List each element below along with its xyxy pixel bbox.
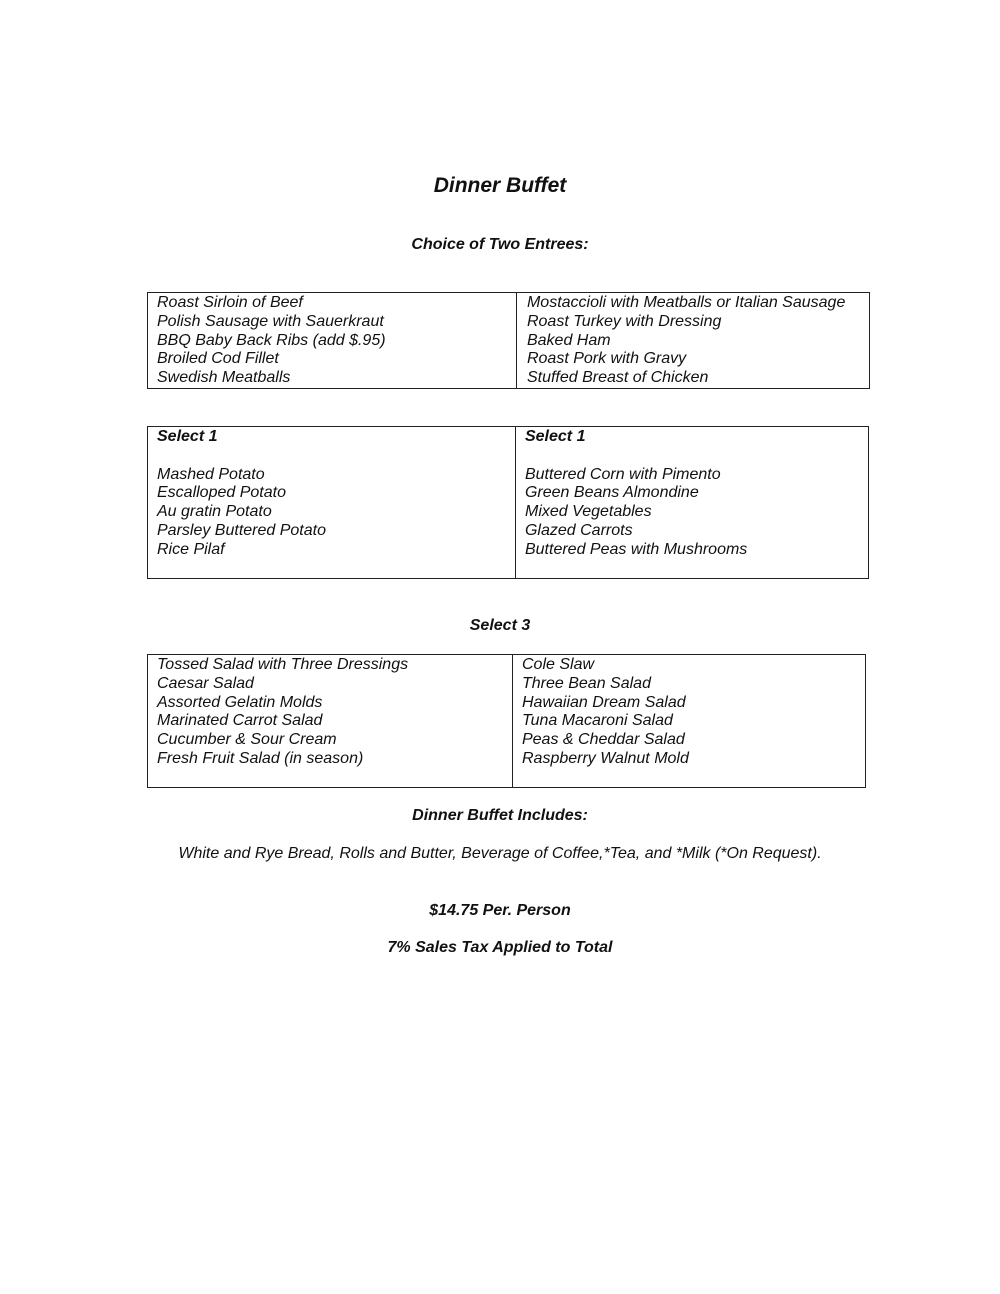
salad-item: Hawaiian Dream Salad [521, 693, 686, 711]
entree-item: BBQ Baby Back Ribs (add $.95) [157, 331, 386, 349]
salad-item: Caesar Salad [157, 674, 254, 692]
salads-right-column [512, 655, 865, 787]
salad-item: Fresh Fruit Salad (in season) [157, 749, 364, 767]
salad-item: Marinated Carrot Salad [157, 712, 323, 730]
entrees-table [147, 292, 870, 389]
entrees-right-column [516, 293, 869, 388]
entree-item: Broiled Cod Fillet [157, 350, 279, 368]
vegetable-item: Glazed Carrots [524, 521, 633, 539]
potato-item: Parsley Buttered Potato [157, 521, 326, 539]
entree-item: Roast Turkey with Dressing [526, 312, 722, 330]
sales-tax-note: 7% Sales Tax Applied to Total [387, 939, 613, 956]
sides-table [147, 426, 869, 579]
entree-item: Roast Pork with Gravy [526, 350, 687, 368]
vegetable-item: Green Beans Almondine [524, 484, 699, 502]
salads-heading: Select 3 [469, 617, 531, 634]
salad-item: Cole Slaw [521, 656, 595, 673]
salad-item: Tossed Salad with Three Dressings [157, 656, 409, 673]
vegetable-item: Buttered Peas with Mushrooms [524, 540, 748, 558]
potato-item: Mashed Potato [157, 465, 265, 483]
salad-item: Raspberry Walnut Mold [521, 749, 689, 767]
salads-table [147, 654, 866, 788]
entree-item: Mostaccioli with Meatballs or Italian Sausage [526, 294, 846, 311]
vegetable-item: Buttered Corn with Pimento [524, 465, 721, 483]
vegetable-column [515, 427, 868, 578]
potato-item: Rice Pilaf [157, 540, 225, 558]
potato-item: Au gratin Potato [157, 503, 272, 521]
page-title: Dinner Buffet [433, 174, 567, 197]
salad-item: Peas & Cheddar Salad [521, 731, 685, 749]
salads-left-column [148, 655, 512, 787]
entrees-left-column [148, 293, 516, 388]
salad-item: Tuna Macaroni Salad [521, 712, 673, 730]
entrees-heading: Choice of Two Entrees: [411, 236, 589, 253]
entree-item: Baked Ham [526, 331, 611, 349]
vegetable-item: Mixed Vegetables [524, 503, 652, 521]
salad-item: Cucumber & Sour Cream [157, 731, 337, 749]
includes-heading: Dinner Buffet Includes: [412, 807, 588, 824]
salad-item: Assorted Gelatin Molds [157, 693, 323, 711]
entree-item: Roast Sirloin of Beef [157, 294, 303, 311]
salad-item: Three Bean Salad [521, 674, 651, 692]
entree-item: Polish Sausage with Sauerkraut [157, 312, 384, 330]
potato-column [148, 427, 515, 578]
entree-item: Stuffed Breast of Chicken [526, 369, 709, 387]
price-per-person: $14.75 Per. Person [429, 902, 571, 919]
potato-item: Escalloped Potato [157, 484, 286, 502]
entree-item: Swedish Meatballs [157, 369, 291, 387]
vegetable-select-heading: Select 1 [524, 428, 586, 445]
includes-text: White and Rye Bread, Rolls and Butter, Beverage of Coffee,*Tea, and *Milk (*On Request). [178, 845, 822, 862]
potato-select-heading: Select 1 [157, 428, 218, 445]
